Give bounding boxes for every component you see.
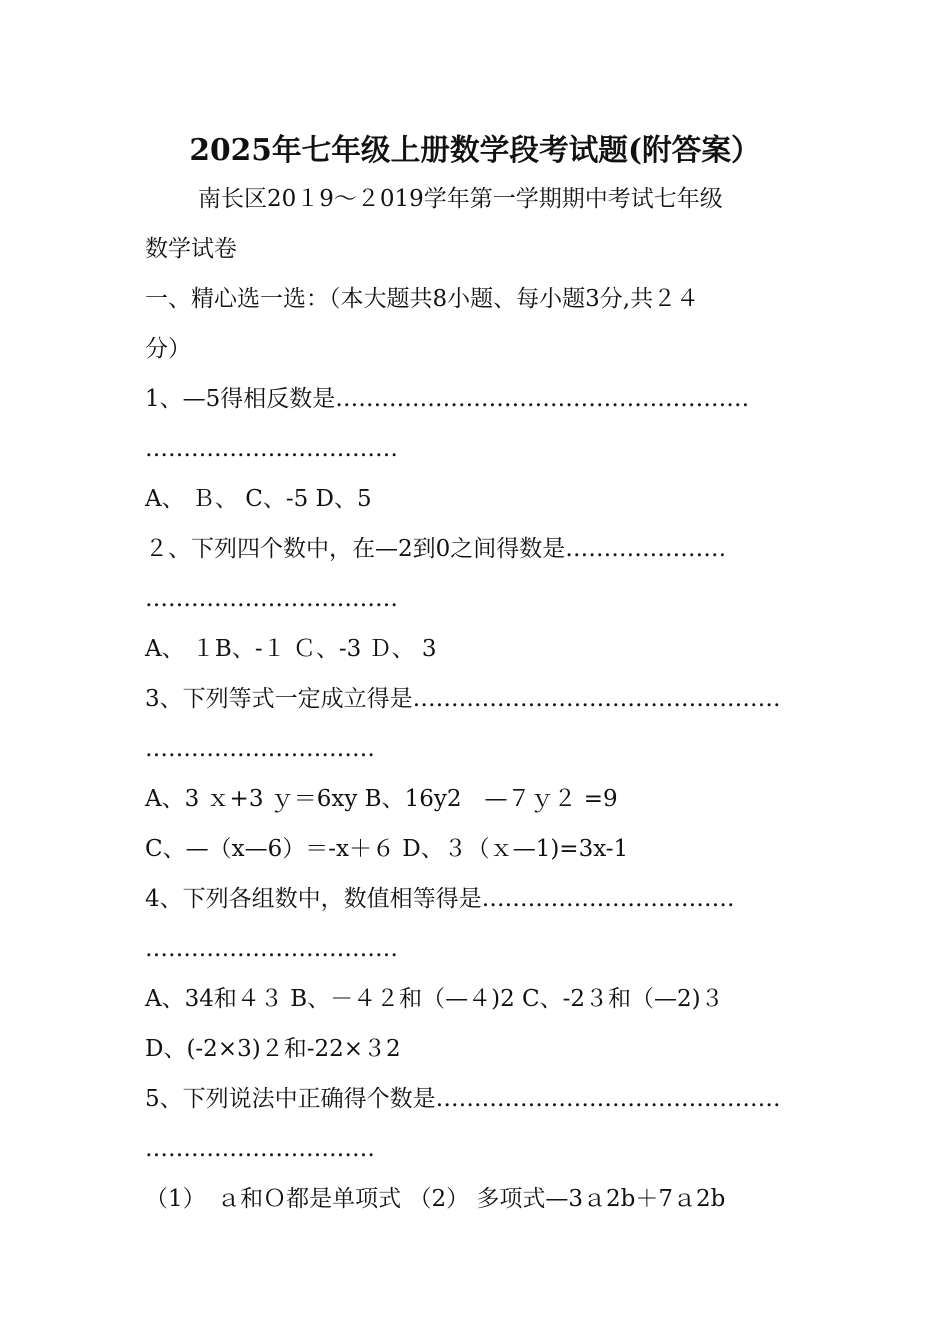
- question-4-option-d: D、(-2×3)２和-22×３2: [145, 1036, 401, 1062]
- question-3-options-cd: C、—（x—6）＝-x＋６ D、３（ｘ—1)=3x-1: [145, 836, 629, 862]
- question-4-dots: ……………………………: [145, 936, 398, 962]
- question-5-statements: （1） ａ和Ｏ都是单项式 （2） 多项式—3ａ2b＋7ａ2b: [145, 1186, 726, 1212]
- question-1: 1、—5得相反数是………………………………………………: [145, 386, 750, 412]
- question-1-options: A、 Ｂ、 C、-5 D、5: [145, 486, 372, 512]
- section-heading: 一、精心选一选：（本大题共8小题、每小题3分,共２４: [145, 286, 700, 312]
- document-title: 2025年七年级上册数学段考试题(附答案）: [189, 132, 761, 167]
- question-5-dots: …………………………: [145, 1136, 375, 1162]
- section-heading-cont: 分）: [145, 336, 191, 362]
- question-4: 4、下列各组数中，数值相等得是……………………………: [145, 886, 735, 912]
- subtitle-line-cont: 数学试卷: [145, 236, 237, 262]
- question-3-options-ab: A、3 ｘ+3 ｙ＝6xy B、16y2 —７ｙ２ =9: [145, 786, 618, 812]
- question-3: 3、下列等式一定成立得是…………………………………………: [145, 686, 781, 712]
- question-1-dots: ……………………………: [145, 436, 398, 462]
- question-5: 5、下列说法中正确得个数是………………………………………: [145, 1086, 781, 1112]
- question-2: ２、下列四个数中，在—2到0之间得数是…………………: [145, 536, 727, 562]
- question-2-options: A、 １B、-１ Ｃ、-3 Ｄ、 3: [145, 636, 437, 662]
- subtitle-line: 南长区20１9～２019学年第一学期期中考试七年级: [198, 186, 723, 212]
- question-3-dots: …………………………: [145, 736, 375, 762]
- question-2-dots: ……………………………: [145, 586, 398, 612]
- question-4-options-abc: A、34和４３ B、－４２和（—４)2 C、-2３和（—2)３: [145, 986, 724, 1012]
